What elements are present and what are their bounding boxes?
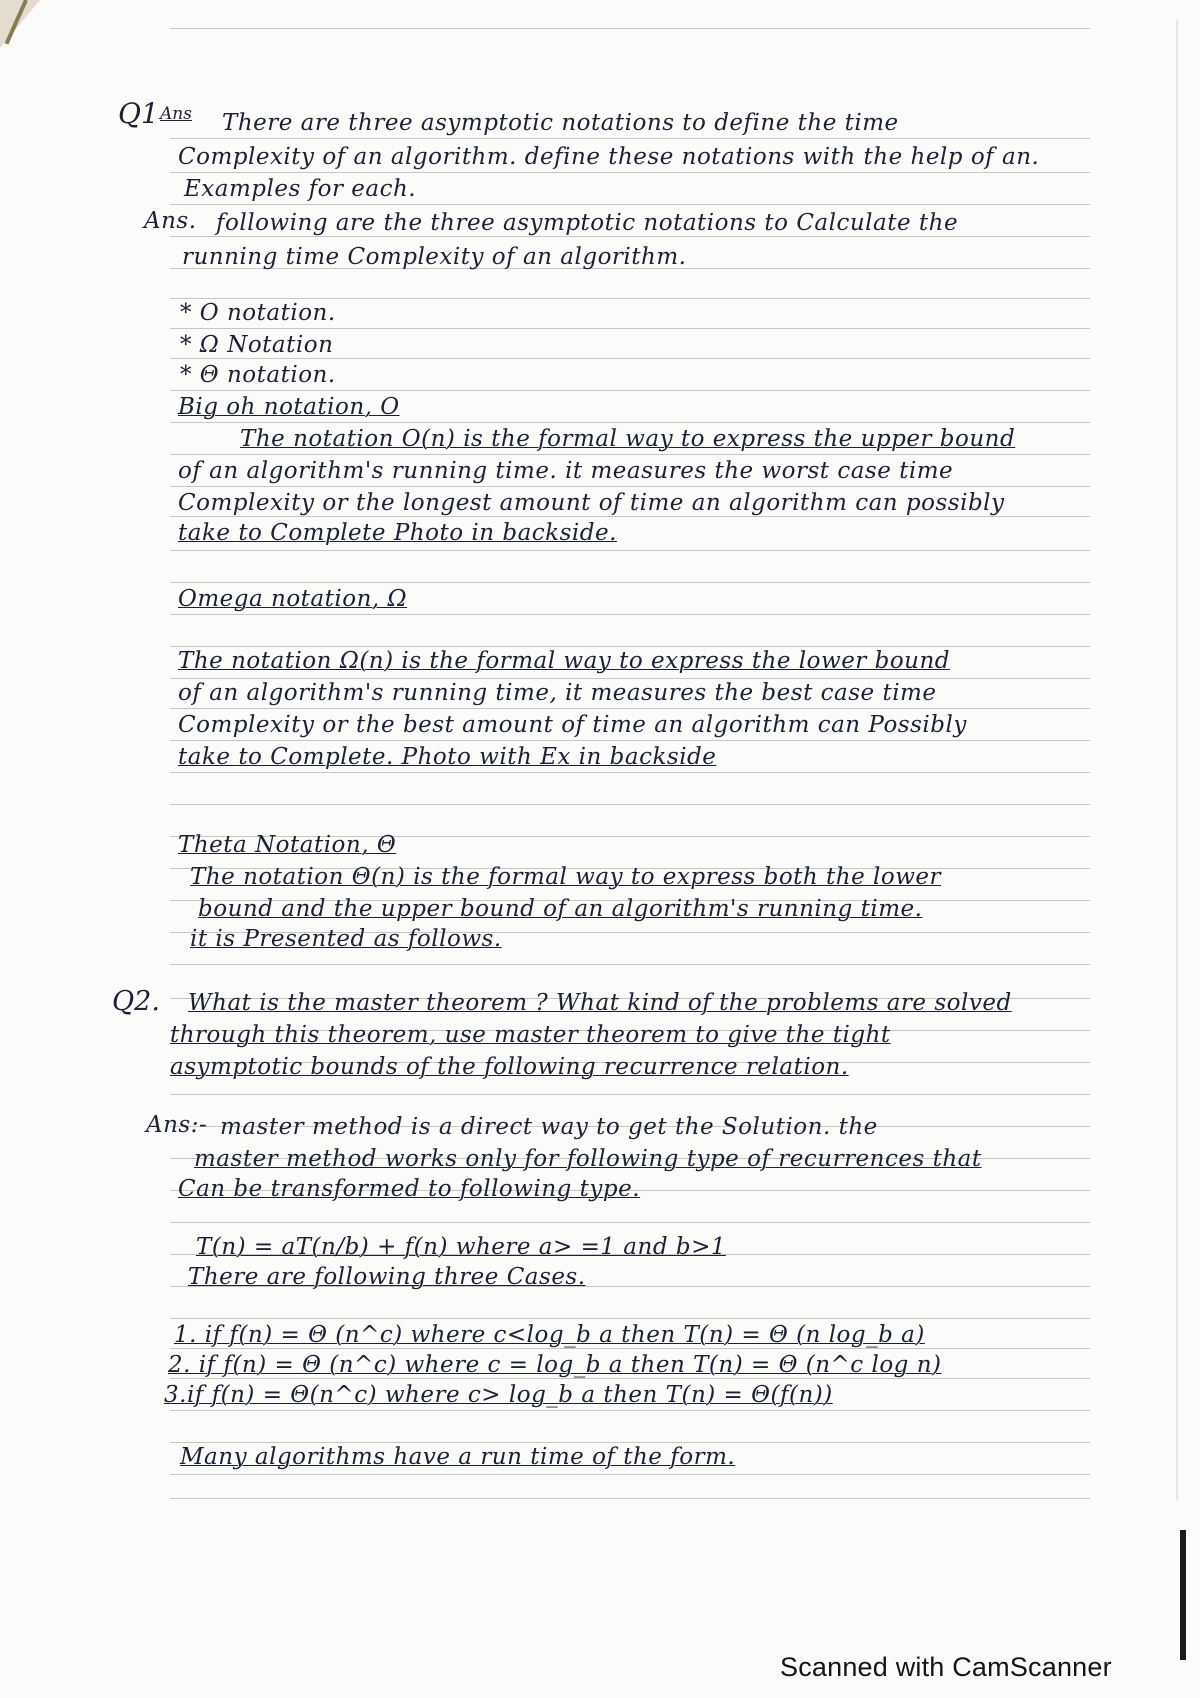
big-oh-line: of an algorithm's running time. it measures the worst case time	[178, 458, 954, 484]
master-case: 1. if f(n) = Θ (n^c) where c<log_b a then T(n) = Θ (n log_b a)	[174, 1322, 925, 1348]
question-2-marker: Q2.	[112, 986, 160, 1017]
omega-line: of an algorithm's running time, it measures the best case time	[178, 680, 937, 706]
master-case: 3.if f(n) = Θ(n^c) where c> log_b a then T(n) = Θ(f(n))	[164, 1382, 833, 1408]
notation-list-item: * Θ notation.	[180, 362, 336, 388]
theta-line: The notation Θ(n) is the formal way to express both the lower	[190, 864, 942, 890]
scanner-watermark: Scanned with CamScanner	[780, 1652, 1112, 1682]
cases-intro: There are following three Cases.	[188, 1264, 586, 1290]
big-oh-line: The notation O(n) is the formal way to express the upper bound	[240, 426, 1016, 452]
big-oh-line: Complexity or the longest amount of time an algorithm can possibly	[178, 490, 1005, 516]
q2-question-line: What is the master theorem ? What kind of the problems are solved	[188, 990, 1012, 1016]
big-oh-line: take to Complete Photo in backside.	[178, 520, 617, 546]
master-case: 2. if f(n) = Θ (n^c) where c = log_b a then T(n) = Θ (n^c log n)	[168, 1352, 942, 1378]
notation-list-item: * Ω Notation	[180, 332, 334, 358]
theta-line: it is Presented as follows.	[190, 926, 502, 952]
q2-answer-label: Ans:-	[146, 1112, 208, 1138]
omega-line: Complexity or the best amount of time an algorithm can Possibly	[178, 712, 967, 738]
q1-question-line: Examples for each.	[184, 176, 417, 202]
recurrence-formula: T(n) = aT(n/b) + f(n) where a> =1 and b>1	[196, 1234, 726, 1260]
omega-line: The notation Ω(n) is the formal way to express the lower bound	[178, 648, 951, 674]
question-1-ans-tag: Ans	[160, 104, 192, 124]
q1-answer-line: running time Complexity of an algorithm.	[182, 244, 687, 270]
q1-question-line: There are three asymptotic notations to define the time	[222, 110, 899, 136]
q2-answer-line: Can be transformed to following type.	[178, 1176, 641, 1202]
question-1-marker: Q1	[118, 97, 159, 130]
q1-answer-line: following are the three asymptotic notations to Calculate the	[216, 210, 959, 236]
omega-line: take to Complete. Photo with Ex in backside	[178, 744, 717, 770]
q1-question-line: Complexity of an algorithm. define these notations with the help of an.	[178, 144, 1040, 170]
q1-answer-label: Ans.	[144, 208, 197, 234]
q2-answer-line: master method works only for following type of recurrences that	[194, 1146, 982, 1172]
theta-heading: Theta Notation, Θ	[178, 832, 397, 858]
omega-heading: Omega notation, Ω	[178, 586, 408, 612]
theta-line: bound and the upper bound of an algorithm's running time.	[198, 896, 923, 922]
q2-question-line: through this theorem, use master theorem to give the tight	[170, 1022, 891, 1048]
closing-line: Many algorithms have a run time of the form.	[180, 1444, 736, 1470]
q2-question-line: asymptotic bounds of the following recurrence relation.	[170, 1054, 849, 1080]
notation-list-item: * O notation.	[180, 300, 336, 326]
big-oh-heading: Big oh notation, O	[178, 394, 400, 420]
q2-answer-line: master method is a direct way to get the Solution. the	[220, 1114, 878, 1140]
